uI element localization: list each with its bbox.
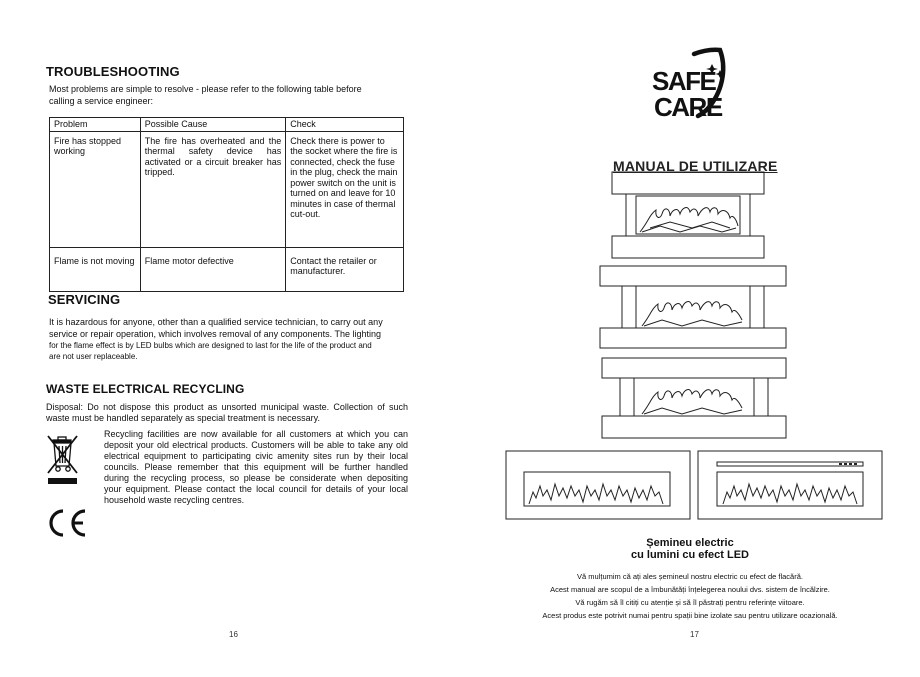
table-header-row [50,118,404,132]
intro-line: Acest produs este potrivit numai pentru spații bine izolate sau pentru utilizare ocazională. [542,611,838,620]
wall-fireplace-illustration-1 [505,450,691,520]
svg-text:CARE: CARE [654,92,722,122]
table-row [50,131,404,247]
safe-care-logo [650,44,742,124]
table-header-cell: Check [286,118,404,132]
troubleshooting-intro-line1: Most problems are simple to resolve - please refer to the following table before [49,84,362,94]
page-number-right: 17 [690,630,699,639]
troubleshooting-table [49,117,404,292]
wall-fireplace-illustration-2 [697,450,883,520]
svg-text:SAFE: SAFE [652,66,716,96]
weee-recycling-text: Recycling facilities are now available for all customers at which you can deposit your old electrical products. Customers will be able to take any old electrical equipment to participating civic amenity sites run by their local councils. Please remember that this equipment will be further handled during the recycling process, so please be considerate when depositing your equipment. Please contact the local council for details of your local household waste recycling centres. [104,429,408,505]
intro-line: Vă mulțumim că ați ales șemineul nostru electric cu efect de flacără. [577,572,803,581]
table-cell-check: Check there is power to the socket where the fire is connected, check the fuse in the plug, check the main power switch on the unit is turned on and leave for 10 minutes in case of thermal cut-out. [286,131,404,247]
table-header-cell: Possible Cause [140,118,286,132]
servicing-line: for the flame effect is by LED bulbs which are designed to last for the life of the product and [49,341,372,350]
servicing-line: are not user replaceable. [49,352,138,361]
page-number-left: 16 [229,630,238,639]
table-header-cell: Problem [50,118,141,132]
product-title-line2: cu lumini cu efect LED [631,549,749,561]
table-row [50,247,404,291]
table-cell-cause: Flame motor defective [140,247,286,291]
servicing-line: service or repair operation, which involves removal of any components. The lighting [49,329,382,339]
troubleshooting-heading: TROUBLESHOOTING [46,64,180,79]
weee-heading: WASTE ELECTRICAL RECYCLING [46,382,245,396]
servicing-line: It is hazardous for anyone, other than a qualified service technician, to carry out any [49,317,383,327]
weee-bin-icon [44,432,82,488]
ce-mark-icon [44,507,90,539]
table-cell-cause: The fire has overheated and the thermal safety device has activated or a circuit breaker has tripped. [140,131,286,247]
fireplace-illustration-1 [600,170,790,262]
weee-disposal-text: Disposal: Do not dispose this product as unsorted municipal waste. Collection of such waste must be handled separately as special treatment is necessary. [46,402,408,423]
fireplace-illustration-2 [596,264,790,354]
intro-line: Vă rugăm să îl citiți cu atenție și să îl păstrați pentru referințe viitoare. [575,598,805,607]
manual-title: MANUAL DE UTILIZARE [613,158,778,174]
servicing-heading: SERVICING [48,292,121,307]
intro-line: Acest manual are scopul de a îmbunătăți înțelegerea noului dvs. sistem de încălzire. [550,585,830,594]
table-cell-problem: Flame is not moving [50,247,141,291]
table-cell-check: Contact the retailer or manufacturer. [286,247,404,291]
product-title-line1: Șemineu electric [646,537,734,549]
troubleshooting-intro-line2: calling a service engineer: [49,96,154,106]
table-cell-problem: Fire has stopped working [50,131,141,247]
fireplace-illustration-3 [598,356,790,444]
